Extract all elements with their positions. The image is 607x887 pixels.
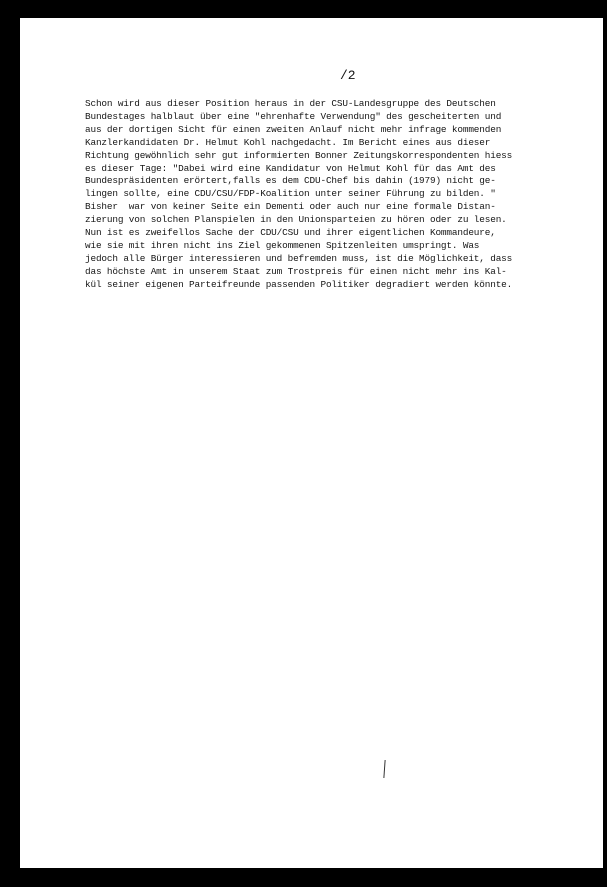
page-number: /2: [340, 68, 356, 83]
document-page: [20, 18, 603, 868]
text-line: Bundestages halblaut über eine "ehrenhafte Verwendung" des gescheiterten und: [85, 110, 502, 122]
text-line: Schon wird aus dieser Position heraus in der CSU-Landesgruppe des Deutschen: [85, 98, 496, 109]
text-line: Richtung gewöhnlich sehr gut informierten Bonner Zeitungskorrespondenten hiess: [85, 149, 513, 161]
pencil-mark: [383, 760, 385, 778]
paragraph-2: [85, 227, 555, 292]
text-line: das höchste Amt in unserem Staat zum Trostpreis für einen nicht mehr ins Kal-: [85, 265, 507, 277]
text-line: zierung von solchen Planspielen in den Unionsparteien zu hören oder zu lesen.: [85, 214, 507, 226]
text-line: aus der dortigen Sicht für einen zweiten Anlauf nicht mehr infrage kommenden: [85, 123, 502, 135]
text-line: Kanzlerkandidaten Dr. Helmut Kohl nachgedacht. Im Bericht eines aus dieser: [85, 136, 491, 148]
text-line: Bundespräsidenten erörtert,falls es dem CDU-Chef bis dahin (1979) nicht ge-: [85, 175, 496, 187]
text-line: es dieser Tage: "Dabei wird eine Kandidatur von Helmut Kohl für das Amt des: [85, 162, 496, 174]
text-line: Nun ist es zweifellos Sache der CDU/CSU und ihrer eigentlichen Kommandeure,: [85, 227, 496, 238]
text-line: Bisher war von keiner Seite ein Dementi oder auch nur eine formale Distan-: [85, 201, 496, 213]
text-line: lingen sollte, eine CDU/CSU/FDP-Koalition unter seiner Führung zu bilden. ": [85, 188, 496, 200]
text-line: jedoch alle Bürger interessieren und befremden muss, ist die Möglichkeit, dass: [85, 252, 513, 264]
paragraph-1: [85, 98, 555, 227]
text-line: kül seiner eigenen Parteifreunde passenden Politiker degradiert werden könnte.: [85, 278, 513, 290]
text-line: wie sie mit ihren nicht ins Ziel gekommenen Spitzenleiten umspringt. Was: [85, 239, 480, 251]
